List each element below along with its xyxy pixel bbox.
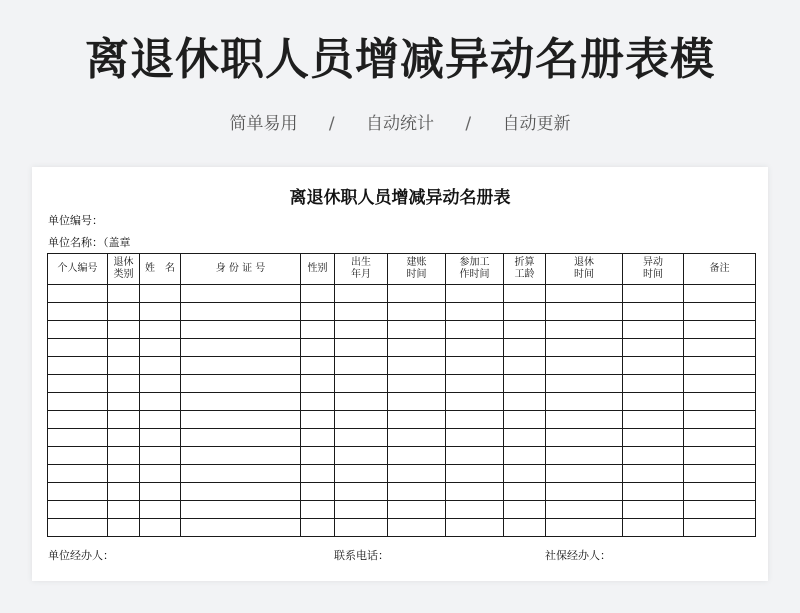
table-cell[interactable]	[335, 339, 388, 357]
table-cell[interactable]	[48, 483, 108, 501]
table-cell[interactable]	[301, 501, 335, 519]
table-cell[interactable]	[684, 285, 756, 303]
feature-auto-statistics: 自动统计	[366, 114, 434, 134]
table-cell[interactable]	[335, 501, 388, 519]
table-cell[interactable]	[546, 357, 623, 375]
table-cell[interactable]	[181, 501, 301, 519]
table-cell[interactable]	[335, 393, 388, 411]
table-cell[interactable]	[446, 483, 504, 501]
table-cell[interactable]	[623, 519, 684, 537]
table-cell[interactable]	[108, 447, 140, 465]
table-cell[interactable]	[446, 411, 504, 429]
table-cell[interactable]	[108, 339, 140, 357]
table-cell[interactable]	[301, 429, 335, 447]
table-cell[interactable]	[181, 483, 301, 501]
table-cell[interactable]	[48, 447, 108, 465]
column-header: 折算 工龄	[504, 254, 546, 285]
table-cell[interactable]	[301, 321, 335, 339]
table-cell[interactable]	[108, 375, 140, 393]
table-cell[interactable]	[388, 303, 446, 321]
table-cell[interactable]	[546, 303, 623, 321]
table-row	[48, 411, 756, 429]
table-cell[interactable]	[546, 429, 623, 447]
column-header: 参加工 作时间	[446, 254, 504, 285]
table-cell[interactable]	[388, 411, 446, 429]
table-cell[interactable]	[140, 303, 181, 321]
table-row	[48, 393, 756, 411]
column-header: 身 份 证 号	[181, 254, 301, 285]
table-cell[interactable]	[446, 303, 504, 321]
table-cell[interactable]	[301, 285, 335, 303]
table-cell[interactable]	[546, 411, 623, 429]
table-cell[interactable]	[446, 501, 504, 519]
table-row	[48, 285, 756, 303]
table-cell[interactable]	[335, 519, 388, 537]
table-cell[interactable]	[388, 393, 446, 411]
table-row	[48, 375, 756, 393]
table-cell[interactable]	[546, 501, 623, 519]
table-cell[interactable]	[684, 447, 756, 465]
table-cell[interactable]	[181, 321, 301, 339]
table-cell[interactable]	[446, 447, 504, 465]
table-cell[interactable]	[181, 447, 301, 465]
table-cell[interactable]	[504, 393, 546, 411]
table-cell[interactable]	[108, 393, 140, 411]
table-cell[interactable]	[623, 393, 684, 411]
table-cell[interactable]	[335, 375, 388, 393]
table-row	[48, 519, 756, 537]
table-cell[interactable]	[108, 501, 140, 519]
table-cell[interactable]	[140, 411, 181, 429]
table-cell[interactable]	[301, 465, 335, 483]
table-cell[interactable]	[48, 429, 108, 447]
table-cell[interactable]	[623, 447, 684, 465]
table-row	[48, 339, 756, 357]
feature-auto-update: 自动更新	[502, 114, 571, 134]
table-cell[interactable]	[504, 483, 546, 501]
table-cell[interactable]	[388, 429, 446, 447]
table-row	[48, 501, 756, 519]
table-cell[interactable]	[684, 501, 756, 519]
table-cell[interactable]	[623, 357, 684, 375]
feature-easy-to-use: 简单易用	[229, 114, 298, 134]
table-cell[interactable]	[301, 519, 335, 537]
table-cell[interactable]	[335, 285, 388, 303]
table-cell[interactable]	[388, 339, 446, 357]
table-cell[interactable]	[546, 285, 623, 303]
column-header: 姓 名	[140, 254, 181, 285]
table-cell[interactable]	[140, 429, 181, 447]
footer-contact-phone: 联系电话：	[334, 549, 389, 562]
table-cell[interactable]	[140, 519, 181, 537]
table-cell[interactable]	[388, 519, 446, 537]
table-cell[interactable]	[504, 447, 546, 465]
table-cell[interactable]	[446, 357, 504, 375]
table-cell[interactable]	[504, 321, 546, 339]
column-header: 性别	[301, 254, 335, 285]
table-cell[interactable]	[48, 519, 108, 537]
table-cell[interactable]	[446, 393, 504, 411]
table-cell[interactable]	[684, 357, 756, 375]
table-cell[interactable]	[504, 501, 546, 519]
table-cell[interactable]	[623, 321, 684, 339]
table-cell[interactable]	[446, 519, 504, 537]
table-cell[interactable]	[504, 285, 546, 303]
table-cell[interactable]	[108, 303, 140, 321]
table-cell[interactable]	[446, 465, 504, 483]
table-cell[interactable]	[48, 501, 108, 519]
table-cell[interactable]	[684, 321, 756, 339]
table-cell[interactable]	[504, 429, 546, 447]
table-cell[interactable]	[335, 303, 388, 321]
table-cell[interactable]	[335, 411, 388, 429]
table-cell[interactable]	[301, 411, 335, 429]
table-cell[interactable]	[546, 339, 623, 357]
table-cell[interactable]	[623, 465, 684, 483]
table-cell[interactable]	[684, 429, 756, 447]
column-header: 异动 时间	[623, 254, 684, 285]
table-cell[interactable]	[181, 393, 301, 411]
table-cell[interactable]	[140, 375, 181, 393]
feature-separator: /	[465, 114, 472, 134]
column-header: 退休 时间	[546, 254, 623, 285]
table-cell[interactable]	[108, 411, 140, 429]
table-cell[interactable]	[388, 357, 446, 375]
table-cell[interactable]	[140, 357, 181, 375]
table-cell[interactable]	[504, 303, 546, 321]
document-title: 离退休职人员增减异动名册表	[289, 188, 511, 208]
table-cell[interactable]	[140, 393, 181, 411]
table-cell[interactable]	[108, 519, 140, 537]
table-cell[interactable]	[446, 285, 504, 303]
table-cell[interactable]	[504, 339, 546, 357]
table-cell[interactable]	[181, 411, 301, 429]
table-cell[interactable]	[504, 375, 546, 393]
table-cell[interactable]	[108, 357, 140, 375]
column-header: 个人编号	[48, 254, 108, 285]
table-cell[interactable]	[446, 321, 504, 339]
table-cell[interactable]	[623, 375, 684, 393]
table-cell[interactable]	[388, 447, 446, 465]
table-cell[interactable]	[108, 285, 140, 303]
table-header-row	[48, 254, 756, 285]
table-row	[48, 465, 756, 483]
table-cell[interactable]	[388, 501, 446, 519]
table-cell[interactable]	[181, 429, 301, 447]
table-cell[interactable]	[684, 519, 756, 537]
table-cell[interactable]	[446, 375, 504, 393]
table-cell[interactable]	[108, 483, 140, 501]
table-cell[interactable]	[546, 465, 623, 483]
table-cell[interactable]	[181, 285, 301, 303]
table-cell[interactable]	[140, 321, 181, 339]
table-cell[interactable]	[546, 393, 623, 411]
table-cell[interactable]	[623, 411, 684, 429]
table-cell[interactable]	[301, 393, 335, 411]
table-row	[48, 447, 756, 465]
table-row	[48, 321, 756, 339]
table-cell[interactable]	[140, 285, 181, 303]
table-cell[interactable]	[623, 483, 684, 501]
table-cell[interactable]	[335, 429, 388, 447]
table-cell[interactable]	[388, 375, 446, 393]
document-sheet	[32, 167, 768, 581]
table-cell[interactable]	[140, 501, 181, 519]
table-cell[interactable]	[388, 465, 446, 483]
table-cell[interactable]	[546, 519, 623, 537]
table-cell[interactable]	[48, 303, 108, 321]
column-header: 退休 类别	[108, 254, 140, 285]
table-cell[interactable]	[623, 501, 684, 519]
table-cell[interactable]	[140, 483, 181, 501]
table-body	[48, 285, 756, 537]
table-cell[interactable]	[48, 393, 108, 411]
table-cell[interactable]	[684, 339, 756, 357]
table-row	[48, 357, 756, 375]
table-row	[48, 483, 756, 501]
table-row	[48, 303, 756, 321]
table-cell[interactable]	[48, 411, 108, 429]
table-cell[interactable]	[301, 447, 335, 465]
column-header: 建账 时间	[388, 254, 446, 285]
column-header: 备注	[684, 254, 756, 285]
table-cell[interactable]	[546, 447, 623, 465]
table-cell[interactable]	[181, 303, 301, 321]
table-cell[interactable]	[108, 465, 140, 483]
table-cell[interactable]	[181, 375, 301, 393]
register-table	[47, 253, 756, 537]
table-cell[interactable]	[108, 321, 140, 339]
table-cell[interactable]	[623, 303, 684, 321]
table-cell[interactable]	[546, 483, 623, 501]
table-cell[interactable]	[140, 465, 181, 483]
table-cell[interactable]	[335, 447, 388, 465]
table-cell[interactable]	[446, 429, 504, 447]
table-cell[interactable]	[684, 411, 756, 429]
table-cell[interactable]	[48, 285, 108, 303]
table-cell[interactable]	[301, 357, 335, 375]
table-cell[interactable]	[140, 339, 181, 357]
table-cell[interactable]	[181, 339, 301, 357]
table-cell[interactable]	[504, 519, 546, 537]
table-cell[interactable]	[623, 429, 684, 447]
feature-list	[0, 110, 800, 138]
footer-social-security-handler: 社保经办人：	[545, 549, 611, 562]
table-cell[interactable]	[301, 339, 335, 357]
table-cell[interactable]	[335, 465, 388, 483]
table-cell[interactable]	[181, 465, 301, 483]
table-cell[interactable]	[301, 483, 335, 501]
feature-separator: /	[328, 114, 335, 134]
table-cell[interactable]	[623, 339, 684, 357]
table-cell[interactable]	[48, 321, 108, 339]
banner-title: 离退休职人员增减异动名册表模	[85, 34, 715, 85]
table-cell[interactable]	[181, 519, 301, 537]
table-cell[interactable]	[684, 465, 756, 483]
table-cell[interactable]	[140, 447, 181, 465]
table-cell[interactable]	[388, 321, 446, 339]
table-cell[interactable]	[335, 483, 388, 501]
table-cell[interactable]	[684, 303, 756, 321]
table-cell[interactable]	[623, 285, 684, 303]
table-cell[interactable]	[388, 483, 446, 501]
table-cell[interactable]	[504, 411, 546, 429]
table-cell[interactable]	[335, 357, 388, 375]
table-cell[interactable]	[335, 321, 388, 339]
table-cell[interactable]	[446, 339, 504, 357]
table-cell[interactable]	[181, 357, 301, 375]
table-cell[interactable]	[301, 375, 335, 393]
table-cell[interactable]	[504, 465, 546, 483]
table-cell[interactable]	[546, 321, 623, 339]
table-cell[interactable]	[684, 375, 756, 393]
unit-code-label: 单位编号：	[48, 214, 103, 227]
table-cell[interactable]	[684, 483, 756, 501]
table-cell[interactable]	[108, 429, 140, 447]
table-cell[interactable]	[684, 393, 756, 411]
column-header: 出生 年月	[335, 254, 388, 285]
table-row	[48, 429, 756, 447]
unit-name-label: 单位名称：（盖章	[48, 236, 131, 249]
table-cell[interactable]	[48, 357, 108, 375]
table-cell[interactable]	[546, 375, 623, 393]
table-cell[interactable]	[48, 375, 108, 393]
table-cell[interactable]	[301, 303, 335, 321]
table-cell[interactable]	[504, 357, 546, 375]
table-cell[interactable]	[48, 339, 108, 357]
footer-unit-handler: 单位经办人：	[48, 549, 114, 562]
table-cell[interactable]	[48, 465, 108, 483]
table-cell[interactable]	[388, 285, 446, 303]
